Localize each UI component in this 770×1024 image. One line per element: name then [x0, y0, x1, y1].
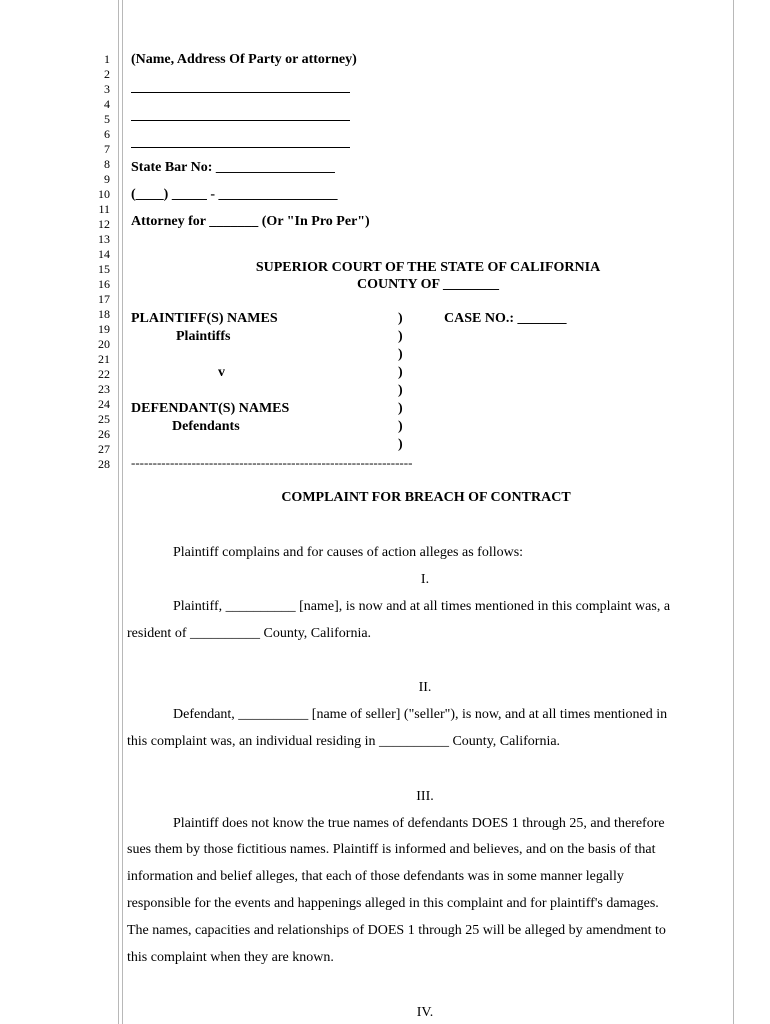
court-county: COUNTY OF ________: [356, 277, 500, 292]
caption-paren: ): [398, 365, 403, 380]
line-number: 9: [104, 172, 110, 186]
section-heading-2: II.: [418, 680, 432, 695]
line-number: 24: [98, 397, 110, 411]
section-3-line: The names, capacities and relationships of DOES 1 through 25 will be alleged by amendment to: [127, 923, 666, 938]
line-number: 1: [104, 52, 110, 66]
line-number: 7: [104, 142, 110, 156]
caption-paren: ): [398, 419, 403, 434]
intro-paragraph: Plaintiff complains and for causes of action alleges as follows:: [173, 545, 524, 560]
section-heading-4: IV.: [416, 1005, 434, 1020]
line-number: 25: [98, 412, 110, 426]
line-number: 27: [98, 442, 110, 456]
left-margin-rule-outer: [118, 0, 119, 1024]
document-title: COMPLAINT FOR BREACH OF CONTRACT: [281, 490, 571, 505]
line-number: 22: [98, 367, 110, 381]
caption-paren: ): [398, 347, 403, 362]
line-number: 6: [104, 127, 110, 141]
line-number: 13: [98, 232, 110, 246]
line-number: 12: [98, 217, 110, 231]
caption-divider: -----------------------------------------------------------------: [131, 455, 413, 470]
party-label: (Name, Address Of Party or attorney): [131, 52, 357, 67]
defendants-name: DEFENDANT(S) NAMES: [131, 401, 290, 416]
address-blank-1: [131, 92, 350, 93]
section-1-line: Plaintiff, __________ [name], is now and at all times mentioned in this complaint was, a: [173, 599, 671, 614]
line-number: 14: [98, 247, 110, 261]
address-blank-3: [131, 147, 350, 148]
line-number: 19: [98, 322, 110, 336]
line-number: 3: [104, 82, 110, 96]
line-number: 15: [98, 262, 110, 276]
section-2-line: Defendant, __________ [name of seller] ("seller"), is now, and at all times mentioned in: [173, 707, 668, 722]
line-number: 21: [98, 352, 110, 366]
caption-paren: ): [398, 401, 403, 416]
left-margin-rule-inner: [122, 0, 123, 1024]
plaintiffs-name: PLAINTIFF(S) NAMES: [131, 311, 278, 326]
line-number: 10: [98, 187, 110, 201]
defendants-label: Defendants: [172, 419, 240, 434]
line-number: 18: [98, 307, 110, 321]
line-number: 11: [98, 202, 110, 216]
right-margin-rule: [733, 0, 734, 1024]
line-number: 4: [104, 97, 110, 111]
section-1-line: resident of __________ County, California.: [127, 626, 372, 641]
section-3-line: this complaint when they are known.: [127, 950, 334, 965]
line-number: 5: [104, 112, 110, 126]
line-number: 2: [104, 67, 110, 81]
line-number: 17: [98, 292, 110, 306]
caption-paren: ): [398, 437, 403, 452]
line-number: 8: [104, 157, 110, 171]
attorney-for-line: Attorney for _______ (Or "In Pro Per"): [131, 214, 370, 229]
line-number: 28: [98, 457, 110, 471]
court-name: SUPERIOR COURT OF THE STATE OF CALIFORNIA: [255, 260, 601, 275]
phone-line: (____) _____ - _________________: [131, 187, 338, 202]
case-number: CASE NO.: _______: [444, 311, 567, 326]
section-heading-1: I.: [420, 572, 430, 587]
line-number: 16: [98, 277, 110, 291]
section-heading-3: III.: [416, 789, 434, 804]
section-3-line: sues them by those fictitious names. Plaintiff is informed and believes, and on the basis of that: [127, 842, 656, 857]
address-blank-2: [131, 120, 350, 121]
section-3-line: Plaintiff does not know the true names of defendants DOES 1 through 25, and therefore: [173, 816, 665, 831]
caption-paren: ): [398, 383, 403, 398]
section-3-line: responsible for the events and happenings alleged in this complaint and for plaintiff's damages.: [127, 896, 659, 911]
state-bar-line: State Bar No: _________________: [131, 160, 335, 175]
versus-label: v: [218, 365, 225, 380]
line-number: 23: [98, 382, 110, 396]
caption-paren: ): [398, 311, 403, 326]
caption-paren: ): [398, 329, 403, 344]
line-number: 20: [98, 337, 110, 351]
line-number: 26: [98, 427, 110, 441]
section-3-line: information and belief alleges, that each of those defendants was in some manner legally: [127, 869, 624, 884]
plaintiffs-label: Plaintiffs: [176, 329, 231, 344]
section-2-line: this complaint was, an individual residing in __________ County, California.: [127, 734, 561, 749]
